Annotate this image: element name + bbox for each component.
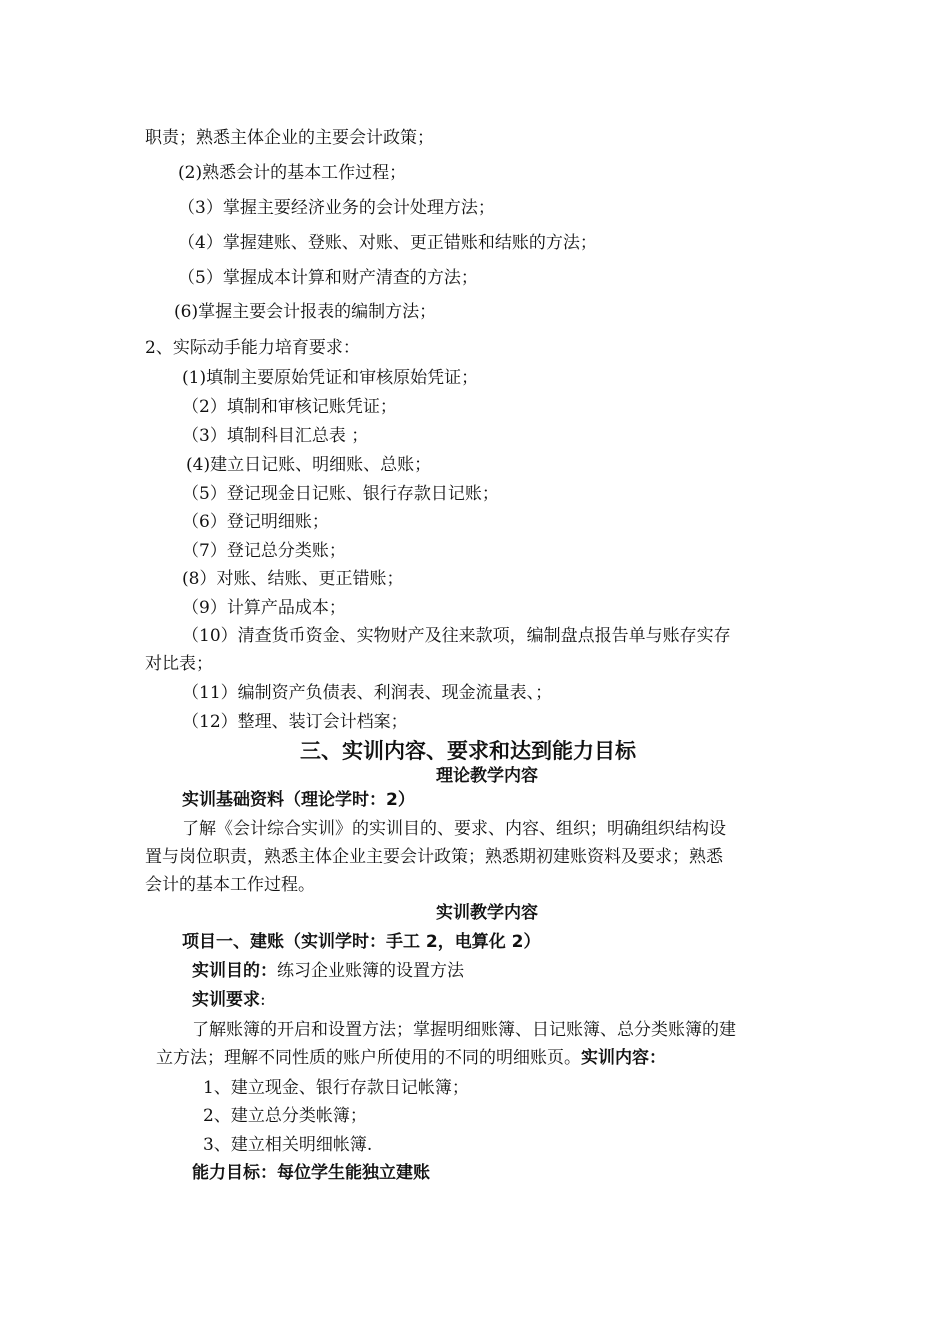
text-line: (1)填制主要原始凭证和审核原始凭证； xyxy=(182,368,479,388)
text-line: （2）填制和审核记账凭证； xyxy=(182,397,397,417)
text-line: （5）掌握成本计算和财产清查的方法； xyxy=(178,268,478,288)
text-line: （9）计算产品成本； xyxy=(182,598,346,618)
text-line: 了解账簿的开启和设置方法；掌握明细账簿、日记账簿、总分类账簿的建 xyxy=(192,1020,736,1040)
text-line: 对比表； xyxy=(145,654,213,674)
text-line: （5）登记现金日记账、银行存款日记账； xyxy=(182,484,499,504)
text-line: (2)熟悉会计的基本工作过程； xyxy=(178,163,407,183)
text-line: (4)建立日记账、明细账、总账； xyxy=(186,455,432,475)
text-line: （6）登记明细账； xyxy=(182,512,329,532)
text-line: （4）掌握建账、登账、对账、更正错账和结账的方法； xyxy=(178,233,597,253)
list-item: 2、建立总分类帐簿； xyxy=(203,1106,367,1126)
requirement-line xyxy=(192,988,266,1012)
text-line: (8）对账、结账、更正错账； xyxy=(182,569,404,589)
objective-text: 练习企业账簿的设置方法 xyxy=(277,961,464,981)
text-line: (6)掌握主要会计报表的编制方法； xyxy=(174,302,437,322)
text-line: 2、实际动手能力培育要求： xyxy=(145,338,360,358)
text-line xyxy=(156,1046,666,1070)
subsection-heading: 理论教学内容 xyxy=(436,766,538,786)
subheading: 实训基础资料（理论学时：2） xyxy=(182,790,415,810)
list-item: 1、建立现金、银行存款日记帐簿； xyxy=(203,1078,469,1098)
text-line: （11）编制资产负债表、利润表、现金流量表、； xyxy=(182,683,553,703)
text-line: （3）掌握主要经济业务的会计处理方法； xyxy=(178,198,495,218)
text-line: 职责；熟悉主体企业的主要会计政策； xyxy=(145,128,434,148)
ability-goal: 能力目标：每位学生能独立建账 xyxy=(192,1163,430,1183)
text-line: （3）填制科目汇总表 ； xyxy=(182,426,369,446)
text-line: 了解《会计综合实训》的实训目的、要求、内容、组织；明确组织结构设 xyxy=(182,819,726,839)
objective-line xyxy=(192,959,464,983)
project-heading: 项目一、建账（实训学时：手工 2，电算化 2） xyxy=(182,932,541,952)
requirement-colon: : xyxy=(260,990,266,1010)
text-line: （10）清查货币资金、实物财产及往来款项，编制盘点报告单与账存实存 xyxy=(182,626,731,646)
text-line: 会计的基本工作过程。 xyxy=(145,875,315,895)
subsection-heading: 实训教学内容 xyxy=(436,903,538,923)
objective-label: 实训目的： xyxy=(192,961,277,981)
list-item: 3、建立相关明细帐簿. xyxy=(203,1135,373,1155)
content-label: 实训内容： xyxy=(581,1048,666,1068)
text-line: 置与岗位职责，熟悉主体企业主要会计政策；熟悉期初建账资料及要求；熟悉 xyxy=(145,847,723,867)
text-line: （7）登记总分类账； xyxy=(182,541,346,561)
section-heading: 三、实训内容、要求和达到能力目标 xyxy=(300,739,636,763)
text-segment: 立方法；理解不同性质的账户所使用的不同的明细账页。 xyxy=(156,1048,581,1068)
text-line: （12）整理、装订会计档案； xyxy=(182,712,408,732)
requirement-label: 实训要求 xyxy=(192,990,260,1010)
